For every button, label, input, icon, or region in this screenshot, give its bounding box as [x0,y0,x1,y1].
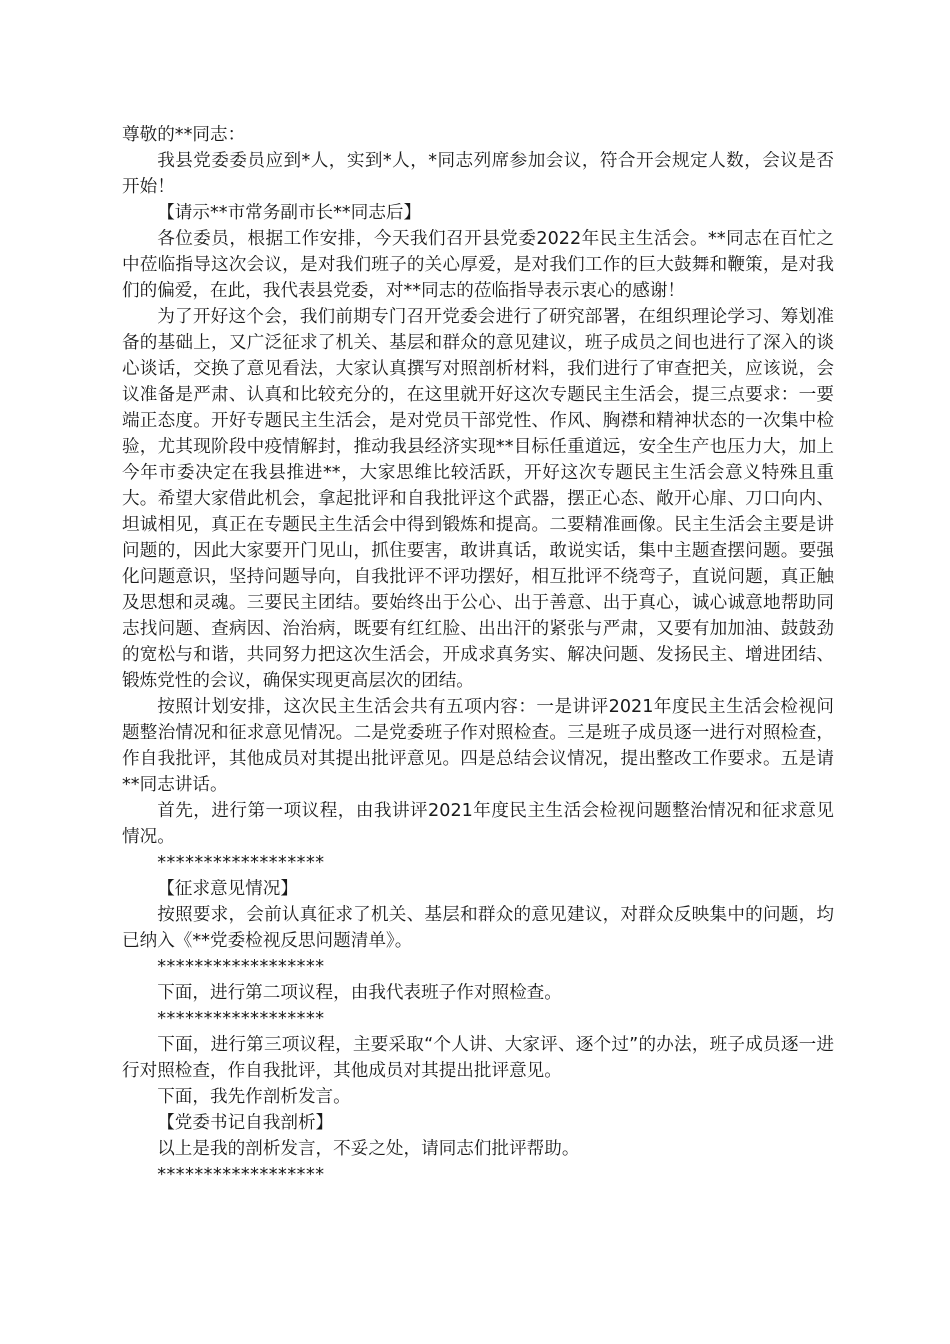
self-analysis-intro: 下面，我先作剖析发言。 [157,1087,351,1107]
closing-paragraph: 以上是我的剖析发言，不妥之处，请同志们批评帮助。 [157,1139,580,1159]
second-item-paragraph: 下面，进行第二项议程，由我代表班子作对照检查。 [157,983,562,1003]
document-page [122,122,834,1188]
separator-stars: ****************** [157,853,325,873]
salutation: 尊敬的**同志： [122,125,246,145]
separator-stars: ****************** [157,957,325,977]
first-item-paragraph: 首先，进行第一项议程，由我讲评2021年度民主生活会检视问题整治情况和征求意见情况。 [122,801,834,847]
feedback-paragraph: 按照要求，会前认真征求了机关、基层和群众的意见建议，对群众反映集中的问题，均已纳入《**党委检视反思问题清单》。 [122,905,834,951]
opening-paragraph: 我县党委委员应到*人，实到*人，*同志列席参加会议，符合开会规定人数，会议是否开始！ [122,151,834,197]
stage-direction: 【党委书记自我剖析】 [157,1113,334,1133]
separator-stars: ****************** [157,1009,325,1029]
separator-stars: ****************** [157,1165,325,1185]
welcome-paragraph: 各位委员，根据工作安排，今天我们召开县党委2022年民主生活会。**同志在百忙之中莅临指导这次会议，是对我们班子的关心厚爱，是对我们工作的巨大鼓舞和鞭策，是对我们的偏爱，在此，我代表县党委，对**同志的莅临指导表示衷心的感谢！ [122,229,834,301]
agenda-paragraph: 按照计划安排，这次民主生活会共有五项内容：一是讲评2021年度民主生活会检视问题整治情况和征求意见情况。二是党委班子作对照检查。三是班子成员逐一进行对照检查，作自我批评，其他成员对其提出批评意见。四是总结会议情况，提出整改工作要求。五是请**同志讲话。 [122,697,834,795]
requirements-paragraph: 为了开好这个会，我们前期专门召开党委会进行了研究部署，在组织理论学习、筹划准备的基础上，又广泛征求了机关、基层和群众的意见建议，班子成员之间也进行了深入的谈心谈话，交换了意见看法，大家认真撰写对照剖析材料，我们进行了审查把关，应该说，会议准备是严肃、认真和比较充分的，在这里就开好这次专题民主生活会，提三点要求：一要端正态度。开好专题民主生活会，是对党员干部党性、作风、胸襟和精神状态的一次集中检验，尤其现阶段中疫情解封，推动我县经济实现**目标任重道远，安全生产也压力大，加上今年市委决定在我县推进**，大家思维比较活跃，开好这次专题民主生活会意义特殊且重大。希望大家借此机会，拿起批评和自我批评这个武器，摆正心态、敞开心扉、刀口向内、坦诚相见，真正在专题民主生活会中得到锻炼和提高。二要精准画像。民主生活会主要是讲问题的，因此大家要开门见山，抓住要害，敢讲真话，敢说实话，集中主题查摆问题。要强化问题意识，坚持问题导向，自我批评不评功摆好，相互批评不绕弯子，直说问题，真正触及思想和灵魂。三要民主团结。要始终出于公心、出于善意、出于真心，诚心诚意地帮助同志找问题、查病因、治治病，既要有红红脸、出出汗的紧张与严肃，又要有加加油、鼓鼓劲的宽松与和谐，共同努力把这次生活会，开成求真务实、解决问题、发扬民主、增进团结、锻炼党性的会议，确保实现更高层次的团结。 [122,307,834,691]
third-item-paragraph: 下面，进行第三项议程，主要采取“个人讲、大家评、逐个过”的办法，班子成员逐一进行对照检查，作自我批评，其他成员对其提出批评意见。 [122,1035,834,1081]
stage-direction: 【征求意见情况】 [157,879,298,899]
stage-direction: 【请示**市常务副市长**同志后】 [157,203,422,223]
